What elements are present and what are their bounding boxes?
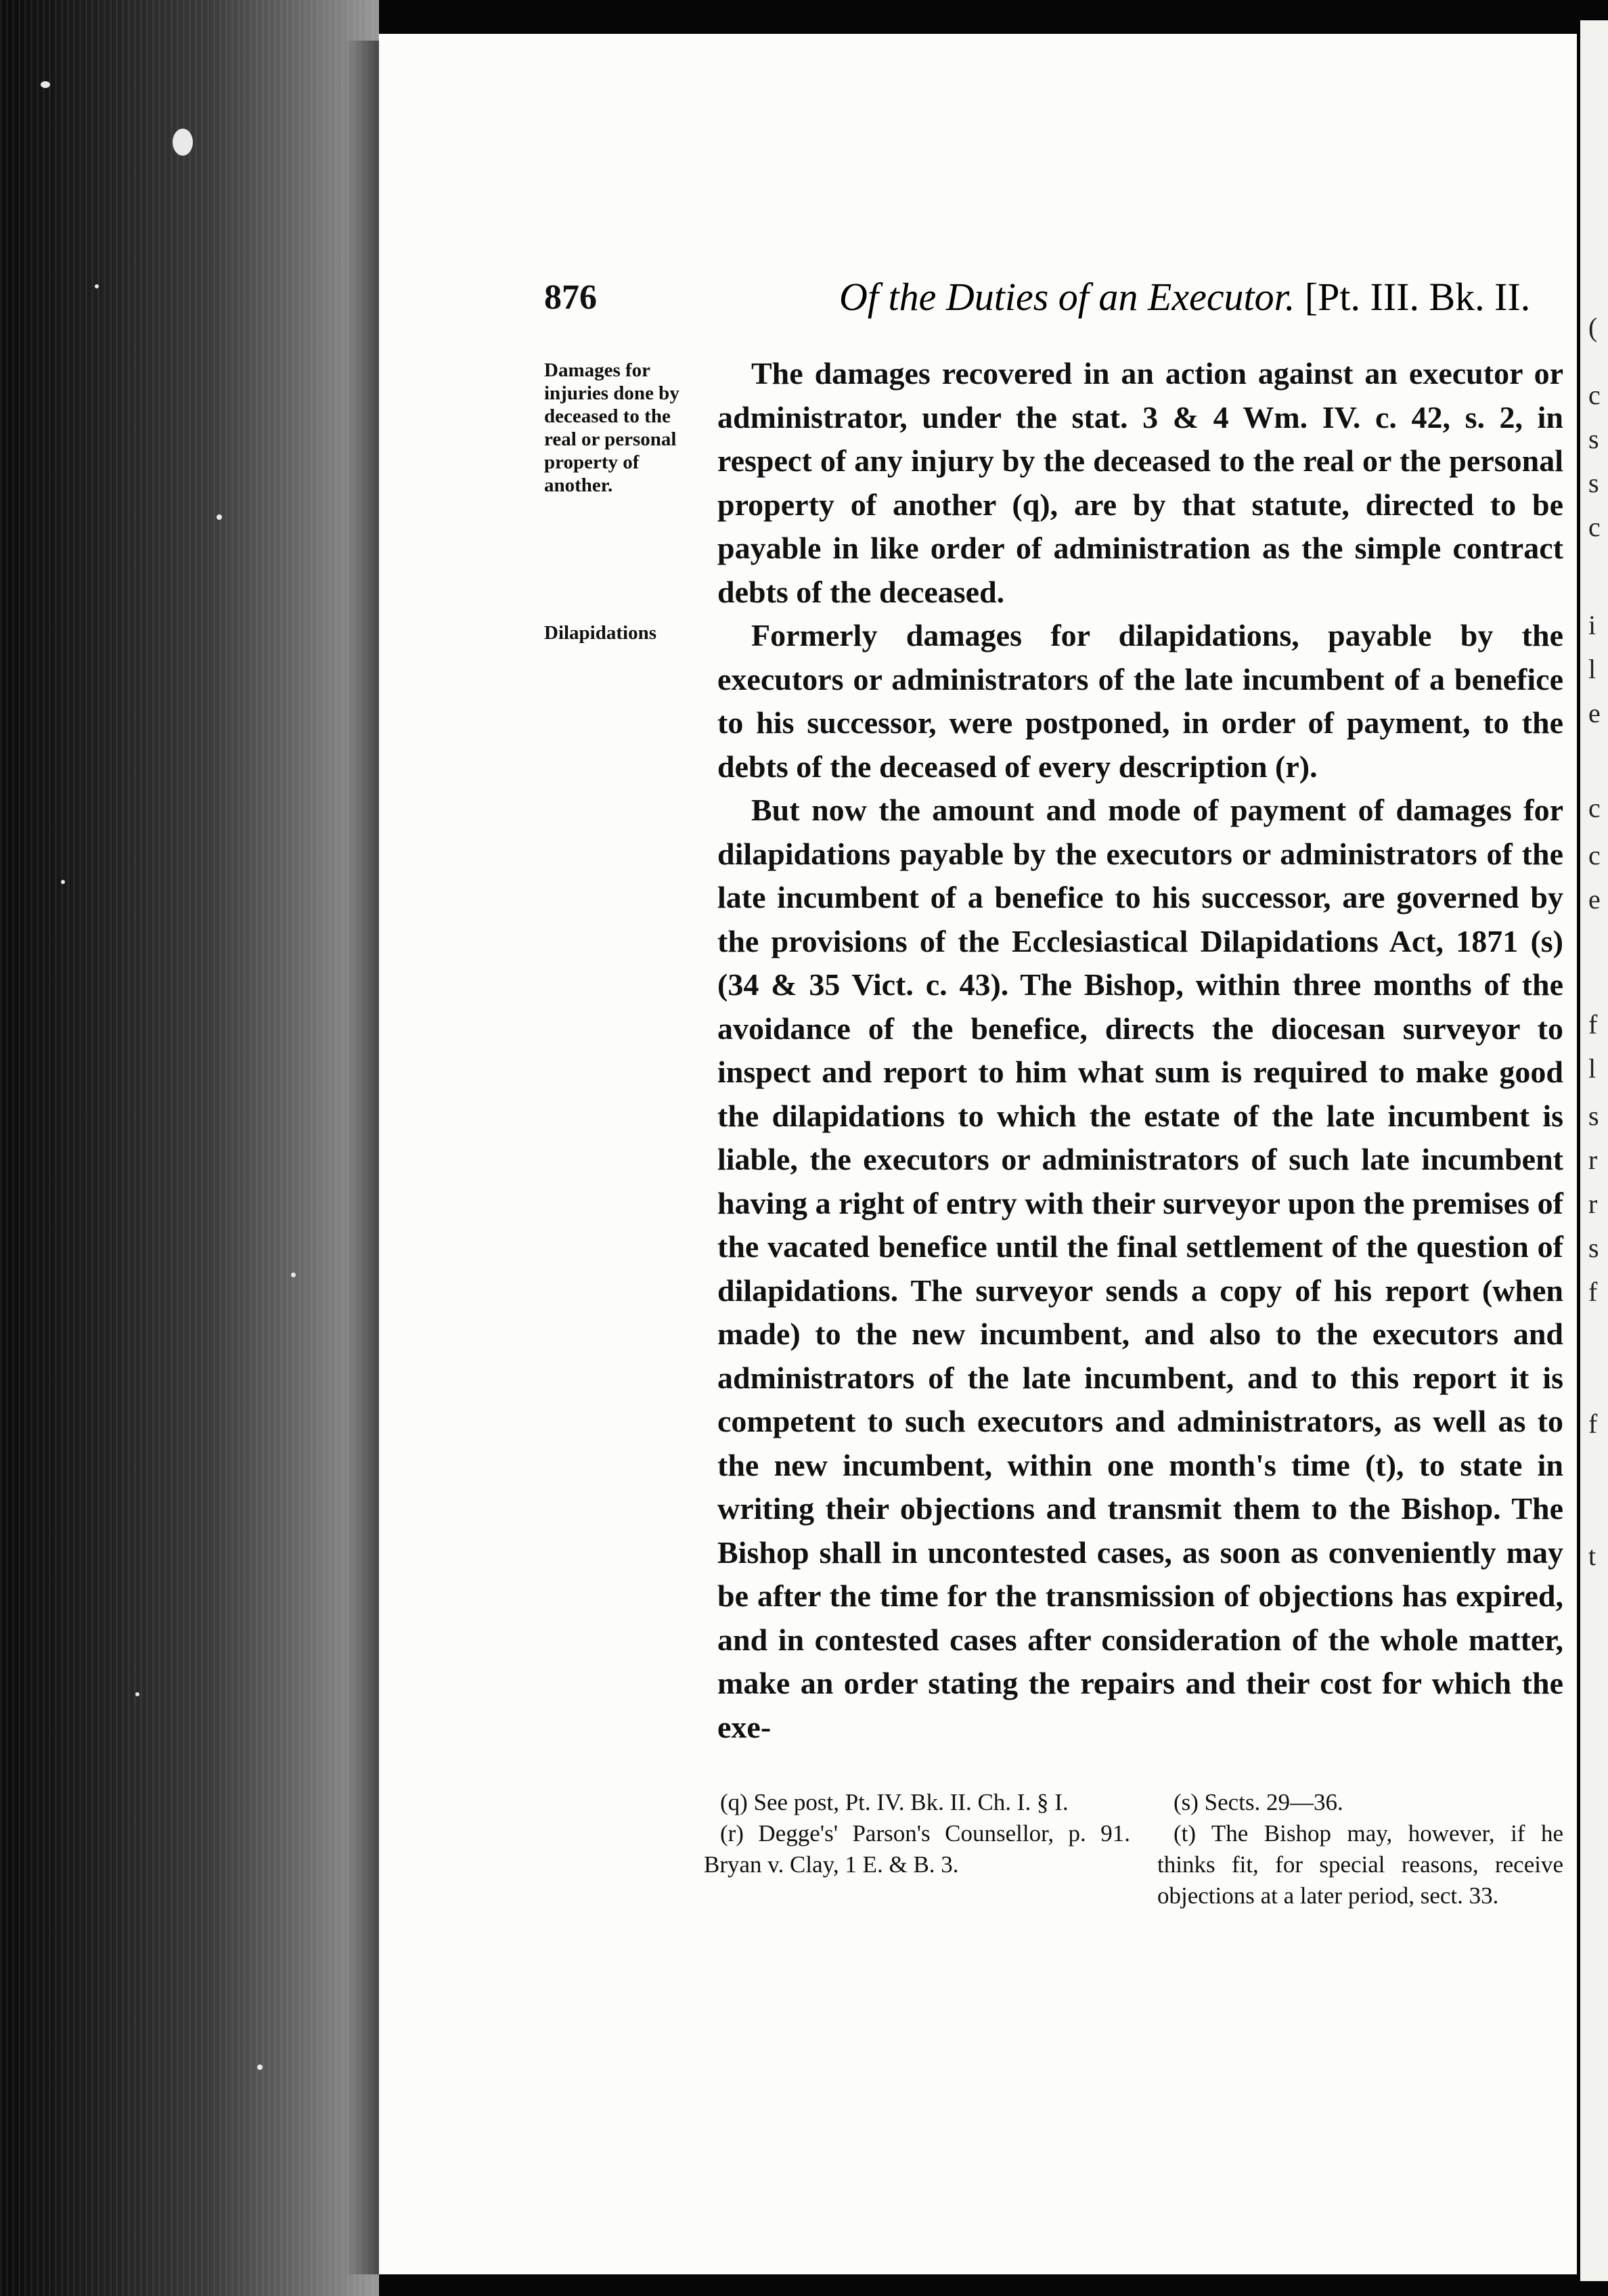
adjacent-page-letter: c [1588,512,1601,542]
page-number: 876 [544,278,597,317]
adjacent-page-letter: e [1588,698,1601,728]
paragraph: Formerly damages for dilapidations, payable by the executors or administrators of the late incumbent of a benefice to his successor, were postponed, in order of payment, to the debts of the deceased of every description (r). [717,618,1563,784]
adjacent-page-letter: i [1588,610,1596,640]
margin-note-damages: Damages for injuries done by deceased to the real or personal property of another. [544,359,679,496]
adjacent-page-letter: ( [1588,312,1598,343]
adjacent-page-letter: t [1588,1541,1596,1571]
adjacent-page-letter: c [1588,380,1601,410]
dust-speck [61,880,65,884]
adjacent-page-strip [1577,20,1608,2281]
dust-speck [135,1692,139,1696]
footnote: (s) Sects. 29—36. [1174,1789,1343,1815]
adjacent-page-letter: c [1588,840,1601,870]
margin-note-dilapidations: Dilapidations [544,622,656,644]
running-head [839,274,1570,319]
dust-speck [173,129,193,156]
adjacent-page-letter: s [1588,1233,1599,1263]
footnote: (r) Degge's' Parson's Counsellor, p. 91. Bryan v. Clay, 1 E. & B. 3. [704,1820,1130,1878]
running-head-title: Of the Duties of an Executor. [839,275,1295,319]
adjacent-page-letter: r [1588,1189,1598,1219]
paragraph: The damages recovered in an action against an executor or administrator, under the stat. 3 & 4 Wm. IV. c. 42, s. 2, in respect of any injury by the deceased to the real or the personal property of another (q), are by that statute, directed to be payable in like order of administration as the simple contract debts of the deceased. [717,356,1563,609]
dust-speck [41,81,50,88]
running-head-part: [Pt. III. Bk. II. [1304,275,1531,319]
adjacent-page-letter: r [1588,1145,1598,1175]
footnote: (t) The Bishop may, however, if he thinks fit, for special reasons, receive objections at a later period, sect. 33. [1157,1820,1563,1909]
adjacent-page-letter: e [1588,884,1601,914]
dust-speck [217,514,222,520]
adjacent-page-letter: s [1588,468,1599,498]
footnotes-left-column [704,1787,1130,1880]
adjacent-page-letter: f [1588,1409,1598,1439]
gutter-shadow [345,41,379,2274]
adjacent-page-letter: s [1588,1101,1599,1131]
adjacent-page-letter: l [1588,1053,1596,1084]
dust-speck [291,1273,296,1277]
dust-speck [95,284,99,288]
footnote: (q) See post, Pt. IV. Bk. II. Ch. I. § I. [720,1789,1069,1815]
adjacent-page-letter: c [1588,793,1601,823]
adjacent-page-letter: l [1588,654,1596,684]
paragraph: But now the amount and mode of payment of damages for dilapidations payable by the executors or administrators of the late incumbent of a benefice to his successor, are governed by the provisions of the Ecclesiastical Dilapidations Act, 1871 (s) (34 & 35 Vict. c. 43). The Bishop, within three months of the avoidance of the benefice, directs the diocesan surveyor to inspect and report to him what sum is required to make good the dilapidations to which the estate of the late incumbent is liable, the executors or administrators of such late incumbent having a right of entry with their surveyor upon the premises of the vacated benefice until the final settlement of the question of dilapidations. The surveyor sends a copy of his report (when made) to the new incumbent, and also to the executors and administrators of the late incumbent, and to this report it is competent to such executors and administrators, as well as to the new incumbent, within one month's time (t), to state in writing their objections and transmit them to the Bishop. The Bishop shall in uncontested cases, as soon as conveniently may be after the time for the transmission of objections has expired, and in contested cases after consideration of the whole matter, make an order stating the repairs and their cost for which the exe- [717,793,1563,1744]
adjacent-page-letter: s [1588,424,1599,454]
dust-speck [257,2065,263,2070]
footnotes-right-column [1157,1787,1563,1912]
adjacent-page-letter: f [1588,1277,1598,1307]
body-text [717,352,1563,1749]
adjacent-page-letter: f [1588,1009,1598,1040]
book-page-edge [0,0,379,2296]
